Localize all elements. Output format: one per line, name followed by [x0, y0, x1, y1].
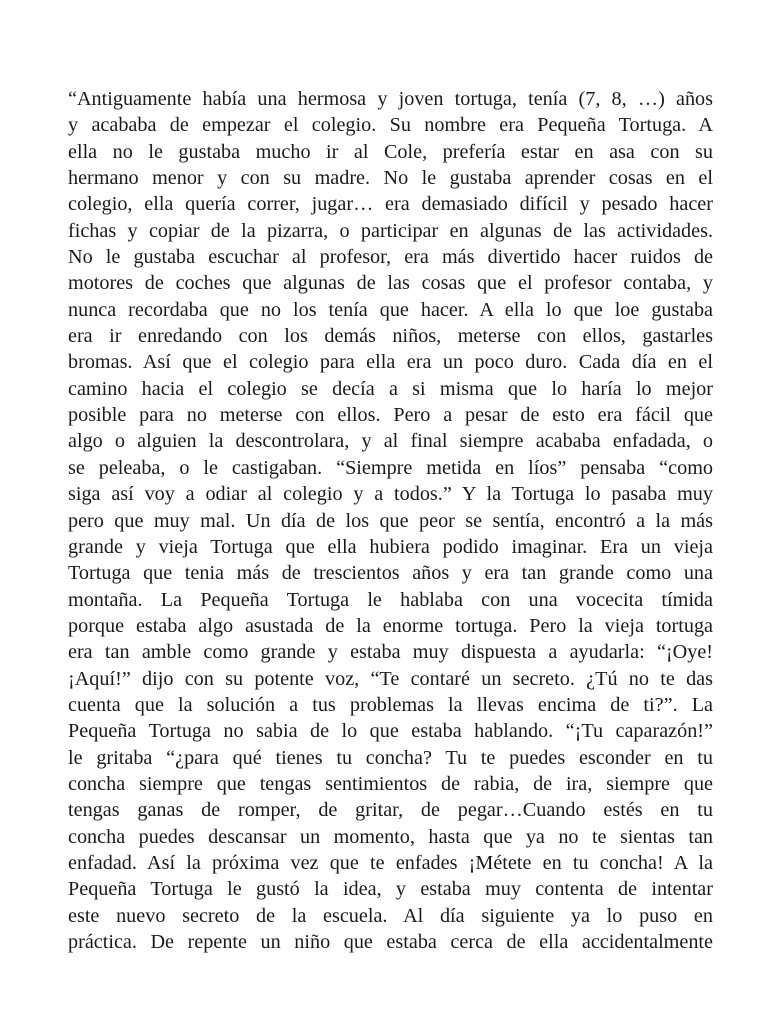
text-line: hermano menor y con su madre. No le gustaba aprender cosas en el — [68, 167, 713, 190]
text-line: siga así voy a odiar al colegio y a todos.” Y la Tortuga lo pasaba muy — [68, 483, 713, 506]
text-line: porque estaba algo asustada de la enorme tortuga. Pero la vieja tortuga — [68, 614, 713, 637]
text-line: le gritaba “¿para qué tienes tu concha? Tu te puedes esconder en tu — [68, 746, 713, 769]
text-line: era tan amble como grande y estaba muy dispuesta a ayudarla: “¡Oye! — [68, 641, 713, 664]
text-line: era ir enredando con los demás niños, meterse con ellos, gastarles — [68, 325, 713, 348]
text-line: concha siempre que tengas sentimientos de rabia, de ira, siempre que — [68, 772, 713, 795]
text-line: camino hacia el colegio se decía a si misma que lo haría lo mejor — [68, 377, 713, 400]
text-line: Tortuga que tenia más de trescientos años y era tan grande como una — [68, 562, 713, 585]
text-line: fichas y copiar de la pizarra, o participar en algunas de las actividades. — [68, 219, 713, 242]
text-line: Pequeña Tortuga le gustó la idea, y estaba muy contenta de intentar — [68, 878, 713, 901]
text-line: ella no le gustaba mucho ir al Cole, prefería estar en asa con su — [68, 140, 713, 163]
text-line: posible para no meterse con ellos. Pero a pesar de esto era fácil que — [68, 404, 713, 427]
text-line: y acababa de empezar el colegio. Su nombre era Pequeña Tortuga. A — [68, 114, 713, 137]
document-page — [68, 86, 713, 955]
text-line: bromas. Así que el colegio para ella era un poco duro. Cada día en el — [68, 351, 713, 374]
text-line: concha puedes descansar un momento, hasta que ya no te sientas tan — [68, 825, 713, 848]
text-line: Pequeña Tortuga no sabia de lo que estaba hablando. “¡Tu caparazón!” — [68, 720, 713, 743]
text-line: No le gustaba escuchar al profesor, era más divertido hacer ruidos de — [68, 246, 713, 269]
text-line: este nuevo secreto de la escuela. Al día siguiente ya lo puso en — [68, 904, 713, 927]
text-line: nunca recordaba que no los tenía que hacer. A ella lo que loe gustaba — [68, 298, 713, 321]
text-line: cuenta que la solución a tus problemas la llevas encima de ti?”. La — [68, 693, 713, 716]
text-line: se peleaba, o le castigaban. “Siempre metida en líos” pensaba “como — [68, 456, 713, 479]
text-line: enfadad. Así la próxima vez que te enfades ¡Métete en tu concha! A la — [68, 851, 713, 874]
text-line: ¡Aquí!” dijo con su potente voz, “Te contaré un secreto. ¿Tú no te das — [68, 667, 713, 690]
text-line: algo o alguien la descontrolara, y al final siempre acababa enfadada, o — [68, 430, 713, 453]
text-line: “Antiguamente había una hermosa y joven tortuga, tenía (7, 8, …) años — [68, 88, 713, 110]
text-line: tengas ganas de romper, de gritar, de pegar…Cuando estés en tu — [68, 799, 713, 822]
text-line: motores de coches que algunas de las cosas que el profesor contaba, y — [68, 272, 713, 295]
text-line: grande y vieja Tortuga que ella hubiera podido imaginar. Era un vieja — [68, 535, 713, 558]
text-line: montaña. La Pequeña Tortuga le hablaba con una vocecita tímida — [68, 588, 713, 611]
text-line: pero que muy mal. Un día de los que peor se sentía, encontró a la más — [68, 509, 713, 532]
text-line: colegio, ella quería correr, jugar… era demasiado difícil y pesado hacer — [68, 193, 713, 216]
text-line: práctica. De repente un niño que estaba cerca de ella accidentalmente — [68, 931, 713, 953]
